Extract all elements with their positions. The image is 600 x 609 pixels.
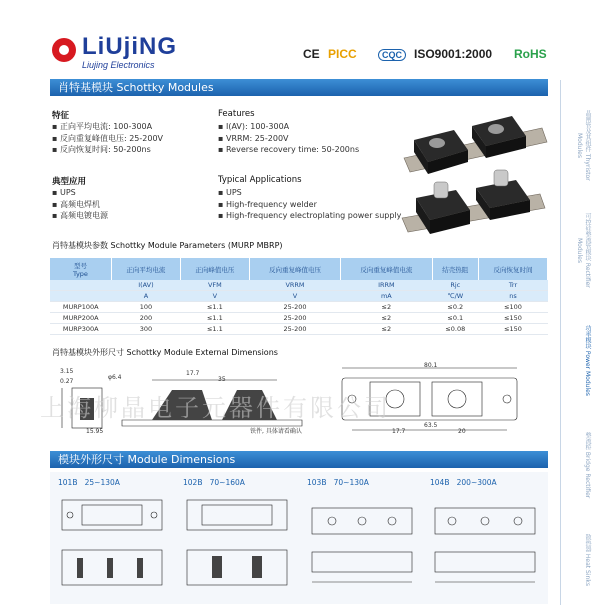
apps-cn-item: ▪ UPS [52,188,76,197]
table-cell: ≤150 [479,313,548,324]
dim-note: 铁件, 具体请看确认 [250,428,302,435]
brand-name: LiUjiNG [82,33,177,60]
module-photos [392,100,552,240]
params-header-cell: 反向重复峰值电流 [341,258,432,280]
apps-cn-item: ▪ 高频电镀电源 [52,211,108,220]
table-cell: ≤0.1 [432,313,479,324]
features-cn-heading: 特征 [52,111,70,121]
dim-label: φ6.4 [108,374,122,381]
table-cell: 25-200 [249,324,340,335]
features-en-item: ▪ Reverse recovery time: 50-200ns [218,145,360,154]
apps-en-heading: Typical Applications [218,175,302,185]
watermark: 上海柳晶电子元器件有限公司 [40,394,391,422]
ce-mark: CE [303,47,320,61]
side-tab[interactable]: 散热器 Heat Sinks [584,534,591,586]
dim-label: 63.5 [424,422,438,429]
table-cell: 100 [111,302,180,313]
table-cell: 300 [111,324,180,335]
dim-label: 3.15 [60,368,74,375]
table-cell: MURP100A [50,302,111,313]
params-symbol: VRRM [249,280,340,291]
table-cell: ≤0.08 [432,324,479,335]
dims-title: 肖特基模块外形尺寸 Schottky Module External Dimensions [52,348,278,357]
apps-en-list [218,187,401,222]
table-cell: ≤2 [341,324,432,335]
drawing-103b [312,508,412,582]
apps-en-item: ▪ UPS [218,188,242,197]
side-tab[interactable]: 晶闸管及其组件 Thyristor Modules [576,109,591,181]
table-row [50,302,548,313]
params-unit: A [111,291,180,302]
table-cell: ≤150 [479,324,548,335]
table-cell: ≤1.1 [180,313,249,324]
table-cell: 200 [111,313,180,324]
features-en-heading: Features [218,109,255,119]
dim-label: 35 [218,376,226,383]
side-tab-active[interactable]: 功率模块 Power Modules [584,324,591,396]
drawing-101b [62,500,162,585]
dim-label: 15.95 [86,428,104,435]
apps-en-item: ▪ High-frequency welder [218,199,317,209]
iso-mark: ISO9001:2000 [414,47,493,61]
table-cell: ≤2 [341,302,432,313]
module-dims-drawings [52,490,548,602]
features-cn-item: ▪ 正向平均电流: 100-300A [52,122,153,131]
table-cell: ≤100 [479,302,548,313]
features-en-item: ▪ I(AV): 100-300A [218,122,290,131]
params-symbol [50,280,111,291]
apps-cn-item: ▪ 高频电焊机 [52,199,100,209]
table-row [50,313,548,324]
dim-label: 17.7 [186,370,200,377]
params-unit: ns [479,291,548,302]
params-header-cell: 反向重复峰值电压 [249,258,340,280]
params-symbol: IRRM [341,280,432,291]
dim-label: 0.27 [60,378,74,385]
table-cell: ≤1.1 [180,302,249,313]
module-caption: 104B 200~300A [430,478,497,487]
table-cell: ≤2 [341,313,432,324]
params-header-cell: 正向平均电流 [111,258,180,280]
logo-mark [52,38,76,62]
picc-mark: PICC [328,47,357,61]
params-header-cell: 正向峰值电压 [180,258,249,280]
apps-en-item: ▪ High-frequency electroplating power supply [218,211,402,220]
params-symbol: I(AV) [111,280,180,291]
rohs-mark: RoHS [514,47,547,61]
side-divider [560,80,561,605]
table-row [50,324,548,335]
module-photo-top [404,116,547,174]
features-cn-item: ▪ 反向重复峰值电压: 25-200V [52,133,164,143]
params-symbol: VFM [180,280,249,291]
dim-label: 20 [458,428,466,435]
params-symbol: Trr [479,280,548,291]
brand-subtitle: Liujing Electronics [82,60,155,70]
section-bar-schottky: 肖特基模块 Schottky Modules [50,79,548,96]
features-cn-list [52,121,163,156]
params-unit: V [180,291,249,302]
features-cn-item: ▪ 反向恢复时间: 50-200ns [52,145,151,154]
cqc-mark: CQC [378,49,406,61]
table-cell: MURP200A [50,313,111,324]
features-en-list [218,121,359,156]
params-title: 肖特基模块参数 Schottky Module Parameters (MURP MBRP) [52,241,283,250]
apps-cn-list [52,187,108,222]
module-caption: 103B 70~130A [307,478,369,487]
module-photo-bottom [402,170,545,234]
params-symbol-row [50,280,548,291]
params-header-cell: 型号 Type [50,258,111,280]
dim-label: 17.7 [392,428,406,435]
table-cell: 25-200 [249,313,340,324]
params-table [50,258,548,335]
table-cell: ≤0.2 [432,302,479,313]
params-header-row [50,258,548,280]
drawing-104b [435,508,535,582]
dim-label: 80.1 [424,362,438,369]
params-unit: mA [341,291,432,302]
params-unit: V [249,291,340,302]
table-cell: 25-200 [249,302,340,313]
side-tab[interactable]: 整流桥 Bridge Rectifier [584,431,591,499]
params-header-cell: 反向恢复时间 [479,258,548,280]
table-cell: MURP300A [50,324,111,335]
params-symbol: Rjc [432,280,479,291]
params-unit-row [50,291,548,302]
module-caption: 101B 25~130A [58,478,120,487]
table-cell: ≤1.1 [180,324,249,335]
side-tab[interactable]: 可控硅整流管模块 Rectifier Modules [576,212,591,288]
params-unit: ℃/W [432,291,479,302]
module-caption: 102B 70~160A [183,478,245,487]
section-bar-module-dims: 模块外形尺寸 Module Dimensions [50,451,548,468]
features-en-item: ▪ VRRM: 25-200V [218,133,289,143]
drawing-102b [187,500,287,585]
apps-cn-heading: 典型应用 [52,177,87,187]
params-unit [50,291,111,302]
params-header-cell: 结壳热阻 [432,258,479,280]
